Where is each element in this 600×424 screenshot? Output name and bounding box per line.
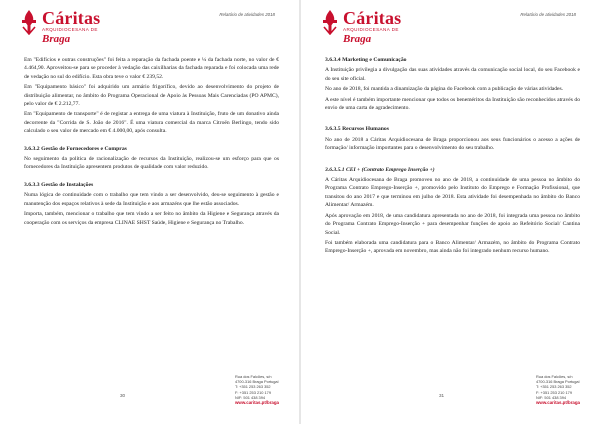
paragraph: Importa, também, mencionar o trabalho que tem vindo a ser feito no âmbito da Higiene e Segurança através da cooperação com os serviços da empresa CLINAE SHST Saúde, Higiene e Segurança no Trabalho. xyxy=(24,211,279,226)
paragraph: No seguimento da política de racionalização de recursos da Instituição, realizou-se um esforço para que os fornecedores da Instituição apresentem produtos de qualidade com valor reduzido. xyxy=(24,156,279,171)
footer-line: T: +351 253 263 352 xyxy=(535,384,572,390)
paragraph: Após aprovação em 2018, de uma candidatura apresentada no ano de 2018, foi integrada uma pessoa no âmbito do Programa Contrato Emprego-Inserção + para desempenhar funções de apoio ao Refeitório Social/ Cantina Social. xyxy=(325,212,580,236)
caritas-logo xyxy=(319,9,401,45)
footer-line: 4700-316 Braga Portugal xyxy=(535,379,580,385)
section-title: 3.6.3.5 Recursos Humanos xyxy=(325,126,389,133)
brand-name: Cáritas xyxy=(343,8,402,28)
right-content xyxy=(325,56,580,258)
paragraph: Em "Edifícios e outras construções" foi feita a reparação da fachada poente e ¼ da fachada norte, no valor de € 4.464,90. Aproveitou-se para se proceder à vedação das caixilharias da fachada reparada e foi colocada uma rede de vedação no sul do edifício. Esta obra teve o valor € 239,52. xyxy=(24,57,279,80)
page-number: 30 xyxy=(120,393,126,398)
brand-city: Braga xyxy=(42,32,71,45)
paragraph: Em "Equipamento de transporte" é de registar a entrega de uma viatura à Instituição, fruto de um donativo ainda decorrente da "Corrida de S. João de 2016". É uma viatura comercial da marca Citroën Berlingo, tendo sido calculado o seu valor de mercado em € 4.000,00, após consulta. xyxy=(24,111,279,135)
brand-name: Cáritas xyxy=(42,8,101,28)
paragraph: Foi também elaborada uma candidatura para o Banco Alimentar/ Armazém, no âmbito do Programa Contrato Emprego-Inserção +, aprovada em novembro, mas ainda não foi integrado nenhum recurso humano. xyxy=(325,239,580,255)
header-note: Relatório de atividades 2018 xyxy=(219,12,275,17)
footer-address xyxy=(536,374,580,405)
subsection-title: 3.6.3.5.1 CEI + (Contrato Emprego Inserção +) xyxy=(325,166,435,173)
footer-line: F: +351 253 210 179 xyxy=(535,389,573,395)
website-link[interactable]: www.caritas.pt/braga xyxy=(234,400,279,406)
left-content xyxy=(24,56,279,229)
caritas-logo xyxy=(18,9,100,45)
paragraph: A Instituição privilegia a divulgação das suas atividades através da comunicação social local, do seu Facebook e do seu site oficial. xyxy=(325,67,580,82)
paragraph: No ano de 2018, foi mantida a dinamização da página do Facebook com a publicação de várias atividades. xyxy=(325,86,564,93)
footer-line: 4700-316 Braga Portugal xyxy=(234,379,279,385)
section-title: 3.6.3.3 Gestão de Instalações xyxy=(24,181,94,188)
website-link[interactable]: www.caritas.pt/braga xyxy=(535,400,580,406)
section-title: 3.6.3.4 Marketing e Comunicação xyxy=(325,57,407,63)
page-right xyxy=(301,0,600,424)
paragraph: Em "Equipamento básico" foi adquirido um armário frigorífico, devido ao desenvolvimento do projeto de distribuição alimentar, no âmbito do Programa Operacional de Apoio às Pessoas Mais Carenciadas (PO APMC), pelo valor de € 2.212,77. xyxy=(24,84,279,108)
footer-line: F: +351 253 210 179 xyxy=(234,389,272,395)
footer-line: NIF: 501 438 394 xyxy=(535,394,567,400)
paragraph: A este nível é também importante mencionar que todos os beneméritos da Instituição são reconhecidos através do envio de uma carta de agradecimento. xyxy=(325,96,580,112)
brand-sub: ARQUIDIOCESANA DE xyxy=(343,27,399,32)
cross-flame-icon xyxy=(18,9,40,35)
paragraph: No ano de 2018 a Cáritas Arquidiocesana de Braga proporcionou aos seus funcionários o acesso a ações de formação/ informação importantes para o desenvolvimento do seu trabalho. xyxy=(325,136,580,152)
footer-line: NIF: 501 438 394 xyxy=(234,394,266,400)
paragraph: Numa lógica de continuidade com o trabalho que tem vindo a ser desenvolvido, deu-se seguimento à gestão e manutenção dos espaços relativos à sede da Instituição e aos armazéns que lhe estão associados. xyxy=(24,192,279,207)
page-left xyxy=(0,0,299,424)
page-number: 31 xyxy=(439,393,445,398)
footer-line: T: +351 253 263 352 xyxy=(234,384,271,390)
footer-line: Rua dos Falcões, s/n xyxy=(535,374,573,379)
header-note: Relatório de atividades 2018 xyxy=(520,12,576,17)
brand-city: Braga xyxy=(343,32,372,45)
paragraph: A Cáritas Arquidiocesana de Braga promoveu no ano de 2018, a continuidade de uma pessoa no âmbito do Programa Contrato Emprego-Inserção +, promovido pelo Instituto do Emprego e Formação Profissional, que transitou do ano 2017 e que terminou em julho de 2018. Esta atividade foi desempenhada no âmbito do Banco Alimentar/ Armazém. xyxy=(325,177,580,209)
cross-flame-icon xyxy=(319,9,341,35)
section-title: 3.6.3.2 Gestão de Fornecedores e Compras xyxy=(24,145,127,152)
footer-line: Rua dos Falcões, s/n xyxy=(234,374,272,379)
brand-sub: ARQUIDIOCESANA DE xyxy=(42,27,98,32)
footer-address xyxy=(235,374,279,405)
